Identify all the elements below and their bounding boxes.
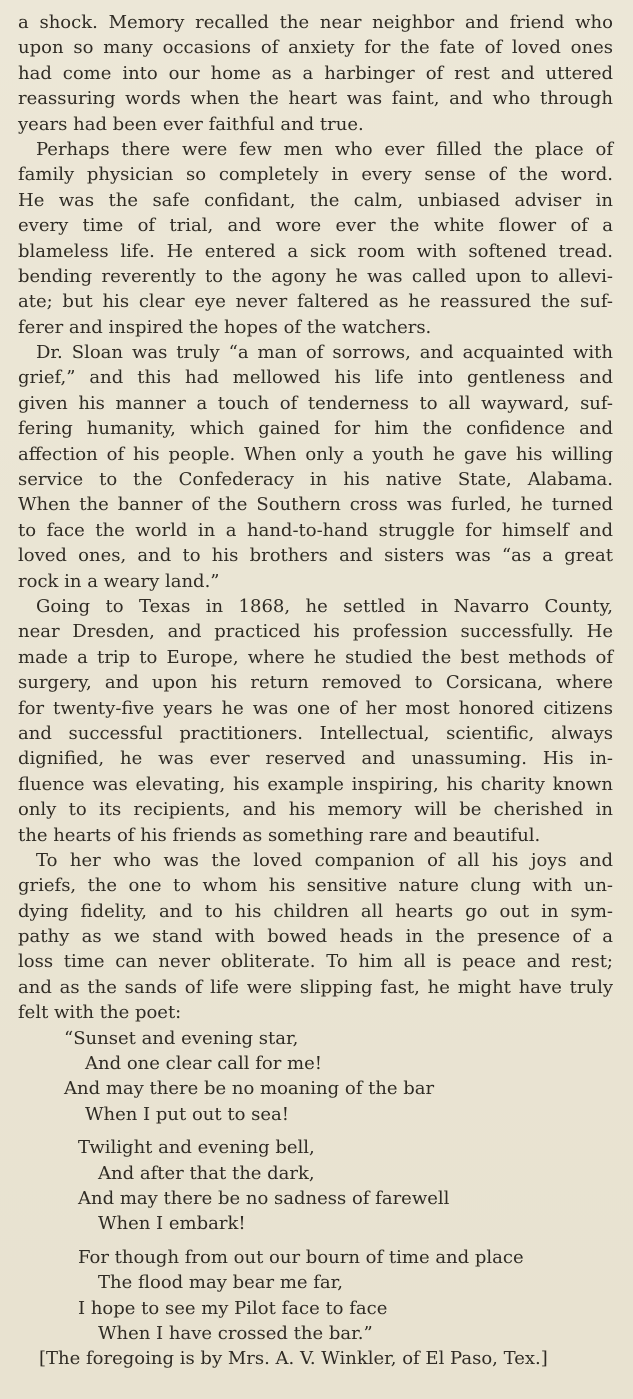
paragraph-1 — [18, 10, 613, 137]
text-line: fluence was elevating, his example inspiring, his charity known — [18, 773, 613, 795]
text-line: for twenty-five years he was one of her most honored citizens — [18, 697, 613, 719]
text-line: family physician so completely in every sense of the word. — [18, 164, 613, 186]
text-line: dignified, he was ever reserved and unassuming. His in- — [18, 748, 613, 770]
text-line: only to its recipients, and his memory will be cherished in — [18, 799, 613, 821]
text-line: given his manner a touch of tenderness to all wayward, suf- — [18, 392, 613, 414]
text-line: Going to Texas in 1868, he settled in Navarro County, — [36, 595, 613, 617]
text-line: felt with the poet: — [18, 1002, 182, 1024]
attribution-note: [The foregoing is by Mrs. A. V. Winkler, of El Paso, Tex.] — [39, 1348, 548, 1370]
paragraph-2 — [18, 137, 613, 340]
text-line: To her who was the loved companion of all his joys and — [36, 849, 613, 871]
text-line: Dr. Sloan was truly “a man of sorrows, and acquainted with — [36, 342, 613, 364]
text-line: service to the Confederacy in his native State, Alabama. — [18, 469, 613, 491]
poem — [18, 1026, 613, 1347]
text-line: loss time can never obliterate. To him all is peace and rest; — [18, 951, 613, 973]
text-line: bending reverently to the agony he was called upon to allevi- — [18, 265, 613, 287]
poem-line: And may there be no moaning of the bar — [64, 1078, 435, 1100]
text-line: and as the sands of life were slipping fast, he might have truly — [18, 976, 613, 998]
poem-line: When I embark! — [98, 1213, 246, 1235]
poem-line: When I put out to sea! — [85, 1103, 289, 1125]
text-line: fering humanity, which gained for him the confidence and — [18, 418, 613, 440]
text-line: near Dresden, and practiced his profession successfully. He — [18, 621, 613, 643]
text-line: to face the world in a hand-to-hand struggle for himself and — [18, 519, 613, 541]
text-line: blameless life. He entered a sick room with softened tread. — [18, 240, 613, 262]
text-line: reassuring words when the heart was faint, and who through — [18, 88, 613, 110]
text-line: When the banner of the Southern cross was furled, he turned — [18, 494, 613, 516]
poem-line: And may there be no sadness of farewell — [78, 1187, 450, 1209]
text-line: a shock. Memory recalled the near neighbor and friend who — [18, 12, 613, 33]
text-line: had come into our home as a harbinger of rest and uttered — [18, 62, 613, 84]
text-line: surgery, and upon his return removed to Corsicana, where — [18, 672, 613, 694]
text-line: dying fidelity, and to his children all hearts go out in sym- — [18, 900, 613, 922]
text-line: He was the safe confidant, the calm, unbiased adviser in — [18, 189, 613, 211]
text-line: affection of his people. When only a youth he gave his willing — [18, 443, 613, 465]
text-line: and successful practitioners. Intellectual, scientific, always — [18, 722, 613, 744]
text-line: made a trip to Europe, where he studied the best methods of — [18, 646, 613, 668]
poem-line: And one clear call for me! — [85, 1053, 323, 1075]
poem-line: I hope to see my Pilot face to face — [78, 1297, 388, 1319]
text-line: Perhaps there were few men who ever filled the place of — [36, 138, 613, 160]
paragraph-3 — [18, 340, 613, 594]
text-line: grief,” and this had mellowed his life into gentleness and — [18, 367, 613, 389]
poem-stanza-1 — [64, 1026, 613, 1128]
poem-line: “Sunset and evening star, — [64, 1027, 299, 1049]
poem-line: The flood may bear me far, — [98, 1272, 344, 1294]
paragraph-4 — [18, 594, 613, 848]
text-line: ferer and inspired the hopes of the watchers. — [18, 316, 432, 338]
text-line: years had been ever faithful and true. — [18, 113, 364, 135]
poem-line: Twilight and evening bell, — [78, 1137, 315, 1159]
poem-stanza-2 — [64, 1135, 613, 1237]
text-line: loved ones, and to his brothers and sisters was “as a great — [18, 545, 613, 567]
text-line: rock in a weary land.” — [18, 570, 220, 592]
text-line: upon so many occasions of anxiety for the fate of loved ones — [18, 37, 613, 59]
text-line: every time of trial, and wore ever the white flower of a — [18, 215, 613, 237]
poem-stanza-3 — [64, 1245, 613, 1347]
paragraph-5 — [18, 848, 613, 1026]
text-line: pathy as we stand with bowed heads in the presence of a — [18, 926, 613, 948]
text-line: griefs, the one to whom his sensitive nature clung with un- — [18, 875, 613, 897]
poem-line: When I have crossed the bar.” — [98, 1322, 373, 1344]
text-line: ate; but his clear eye never faltered as he reassured the suf- — [18, 291, 613, 313]
poem-line: And after that the dark, — [98, 1162, 315, 1184]
text-line: the hearts of his friends as something rare and beautiful. — [18, 824, 541, 846]
poem-line: For though from out our bourn of time and place — [78, 1246, 524, 1268]
